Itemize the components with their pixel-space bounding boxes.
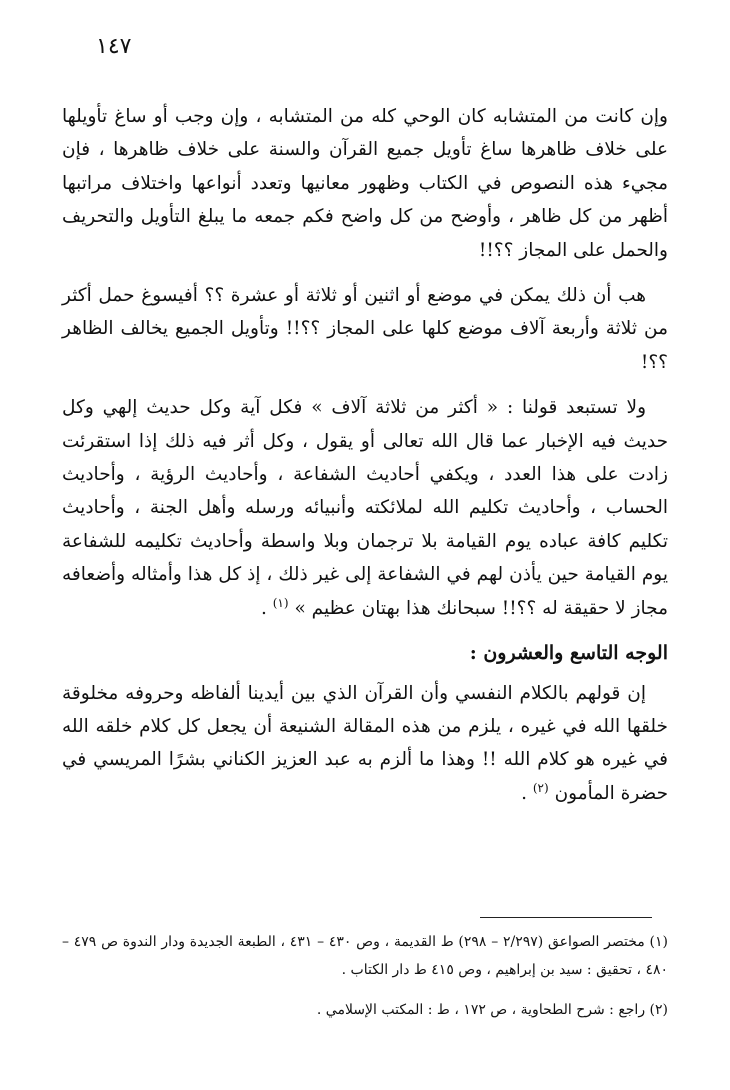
section-heading: الوجه التاسع والعشرون : — [469, 642, 668, 665]
page-number: ١٤٧ — [96, 34, 132, 59]
section-paragraph — [62, 677, 668, 811]
footnote-ref-2[interactable]: (٢) — [532, 780, 549, 795]
paragraph-2: هب أن ذلك يمكن في موضع أو اثنين أو ثلاثة أو عشرة ؟؟ أفيسوغ حمل أكثر من ثلاثة وأربعة آلاف موضع كلها على المجاز ؟؟!! وتأويل الجميع يخالف الظاهر ؟؟! — [62, 285, 668, 373]
footnote-1: (١) مختصر الصواعق (٢/٢٩٧ – ٢٩٨) ط القديمة ، وص ٤٣٠ – ٤٣١ ، الطبعة الجديدة ودار الندوة ص ٤٧٩ – ٤٨٠ ، تحقيق : سيد بن إبراهيم ، وص ٤١٥ ط دار الكتاب . — [62, 934, 669, 978]
paragraph-1: وإن كانت من المتشابه كان الوحي كله من المتشابه ، وإن وجب أو ساغ تأويلها على خلاف ظاهرها ساغ تأويل جميع القرآن والسنة على خلاف ظاهرها ، فإن مجيء هذه النصوص في الكتاب وظهور معانيها وتعدد أنواعها واختلاف مراتبها أظهر من كل ظاهر ، وأوضح من كل واضح فكم جمعه ما يبلغ التأويل والتحريف والحمل على المجاز ؟؟!! — [62, 106, 668, 261]
footnote-divider — [480, 917, 652, 918]
footnote-ref-1[interactable]: (١) — [272, 595, 289, 610]
footnotes — [62, 928, 668, 1024]
paragraph-3-tail: . — [260, 597, 273, 619]
paragraph-3 — [62, 391, 668, 625]
section-paragraph-tail: . — [521, 782, 533, 804]
section-paragraph-text: إن قولهم بالكلام النفسي وأن القرآن الذي بين أيدينا ألفاظه وحروفه مخلوقة خلقها الله في غيره ، يلزم من هذه المقالة الشنيعة أن يجعل كل كلام خلقه الله في غيره هو كلام الله !! وهذا ما ألزم به عبد العزيز الكناني بشرًا المريسي في حضرة المأمون — [62, 682, 668, 804]
paragraph-3-text: ولا تستبعد قولنا : « أكثر من ثلاثة آلاف » فكل آية وكل حديث إلهي وكل حديث فيه الإخبار عما قال الله تعالى أو يقول ، وكل أثر فيه ذلك إذا استقرئت زادت على هذا العدد ، ويكفي أحاديث الشفاعة ، وأحاديث الرؤية ، وأحاديث الحساب ، وأحاديث تكليم الله لملائكته وأنبيائه ورسله وأهل الجنة ، وأحاديث تكليم كافة عباده يوم القيامة بلا ترجمان وبلا واسطة وأحاديث تكليمه للشفاعة يوم القيامة حين يأذن لهم في الشفاعة إلى غير ذلك ، إذ كل هذا وأمثاله وأضعافه مجاز لا حقيقة له ؟؟!! سبحانك هذا بهتان عظيم » — [62, 397, 668, 619]
footnote-2: (٢) راجع : شرح الطحاوية ، ص ١٧٢ ، ط : المكتب الإسلامي . — [316, 1002, 668, 1018]
main-text — [62, 100, 668, 822]
